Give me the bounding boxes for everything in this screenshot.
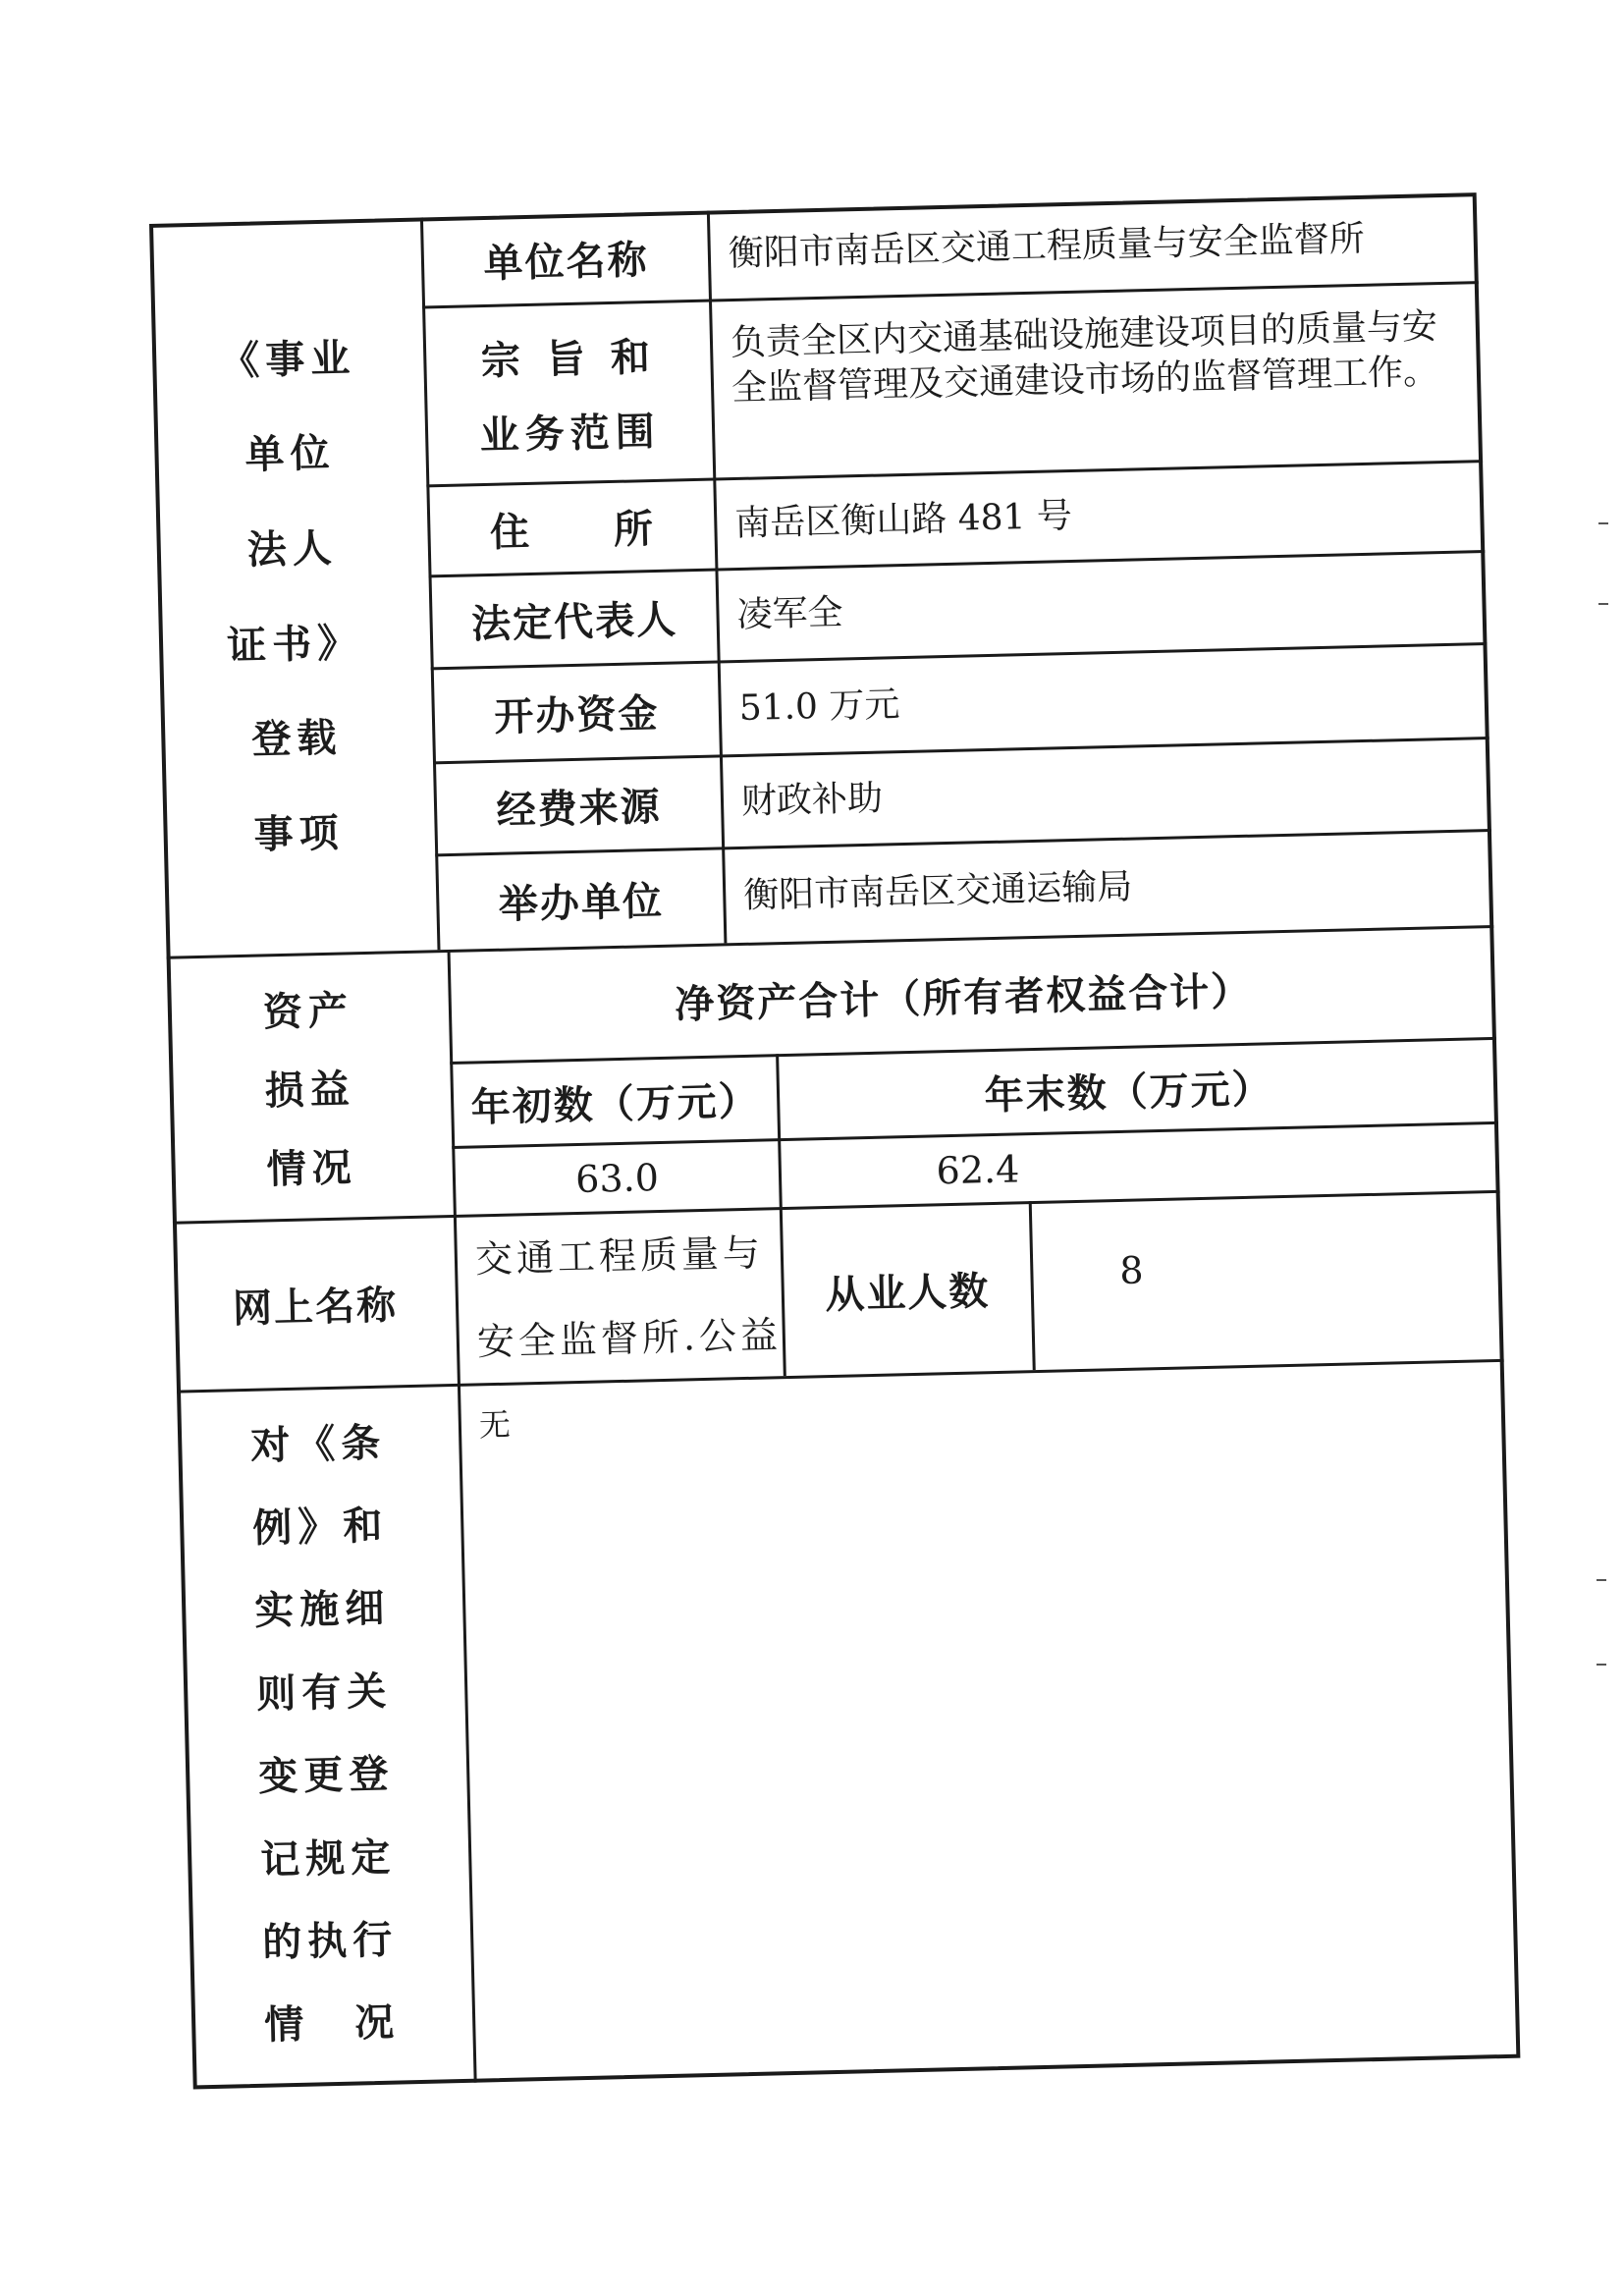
- regulation-title-line: 变更登: [257, 1750, 395, 1800]
- end-of-year-value: 62.4: [936, 1146, 1020, 1192]
- assets-section-title: [167, 953, 454, 1222]
- assets-title-line: 资产: [262, 987, 354, 1036]
- regulation-title-line: 例》和: [251, 1502, 389, 1552]
- purpose-label-line: 宗 旨 和: [480, 334, 657, 385]
- start-of-year-value: 63.0: [574, 1155, 660, 1201]
- staff-count-label: 从业人数: [824, 1268, 991, 1319]
- address-value: 南岳区衡山路 481 号: [733, 495, 1073, 544]
- regulation-value: 无: [478, 1405, 512, 1445]
- purpose-label-line: 业务范围: [479, 408, 662, 459]
- legal-rep-label: 法定代表人: [470, 596, 678, 648]
- registration-title-line: 《事业: [219, 334, 356, 385]
- regulation-title-line: 情 况: [263, 1998, 401, 2050]
- assets-title-line: 情况: [266, 1143, 358, 1193]
- legal-rep-value: 凌军全: [736, 591, 844, 635]
- purpose-scope-label: [425, 302, 713, 485]
- unit-name-label: 单位名称: [482, 236, 650, 287]
- online-name-label: 网上名称: [232, 1282, 399, 1333]
- online-name-value: 交通工程质量与安全监督所.公益: [474, 1230, 783, 1363]
- capital-label: 开办资金: [493, 689, 660, 740]
- registration-section-title: [151, 305, 436, 881]
- capital-value: 51.0 万元: [738, 683, 900, 729]
- address-label: 住 所: [489, 505, 656, 556]
- purpose-scope-value: 负责全区内交通基础设施建设项目的质量与安全监督管理及交通建设市场的监督管理工作。: [730, 306, 1439, 410]
- regulation-title-line: 的执行: [261, 1916, 399, 1966]
- unit-name-value: 衡阳市南岳区交通工程质量与安全监督所: [728, 218, 1366, 275]
- scan-mark: [1598, 603, 1608, 605]
- assets-title-line: 损益: [264, 1066, 356, 1115]
- registration-title-line: 事项: [253, 809, 346, 858]
- staff-count-value: 8: [1118, 1248, 1144, 1293]
- registration-title-line: 法人: [246, 524, 339, 574]
- registration-title-line: 登载: [250, 714, 343, 764]
- sponsor-label: 举办单位: [498, 877, 665, 928]
- regulation-title-line: 记规定: [259, 1833, 397, 1884]
- end-of-year-header: 年末数（万元）: [984, 1066, 1274, 1120]
- net-assets-header: 净资产合计（所有者权益合计）: [674, 967, 1253, 1028]
- scan-mark: [1597, 1579, 1606, 1581]
- funding-source-label: 经费来源: [496, 783, 663, 834]
- scan-mark: [1598, 522, 1608, 524]
- regulation-section-title: [177, 1387, 474, 2086]
- sponsor-value: 衡阳市南岳区交通运输局: [742, 866, 1133, 916]
- funding-source-value: 财政补助: [740, 778, 884, 822]
- regulation-title-line: 实施细: [253, 1585, 391, 1635]
- regulation-title-line: 则有关: [255, 1667, 393, 1718]
- registration-title-line: 单位: [244, 430, 337, 479]
- scan-mark: [1597, 1664, 1606, 1666]
- registration-form: [149, 192, 1520, 2089]
- regulation-title-line: 对《条: [249, 1419, 387, 1469]
- start-of-year-header: 年初数（万元）: [470, 1077, 761, 1131]
- registration-title-line: 证书》: [226, 619, 363, 670]
